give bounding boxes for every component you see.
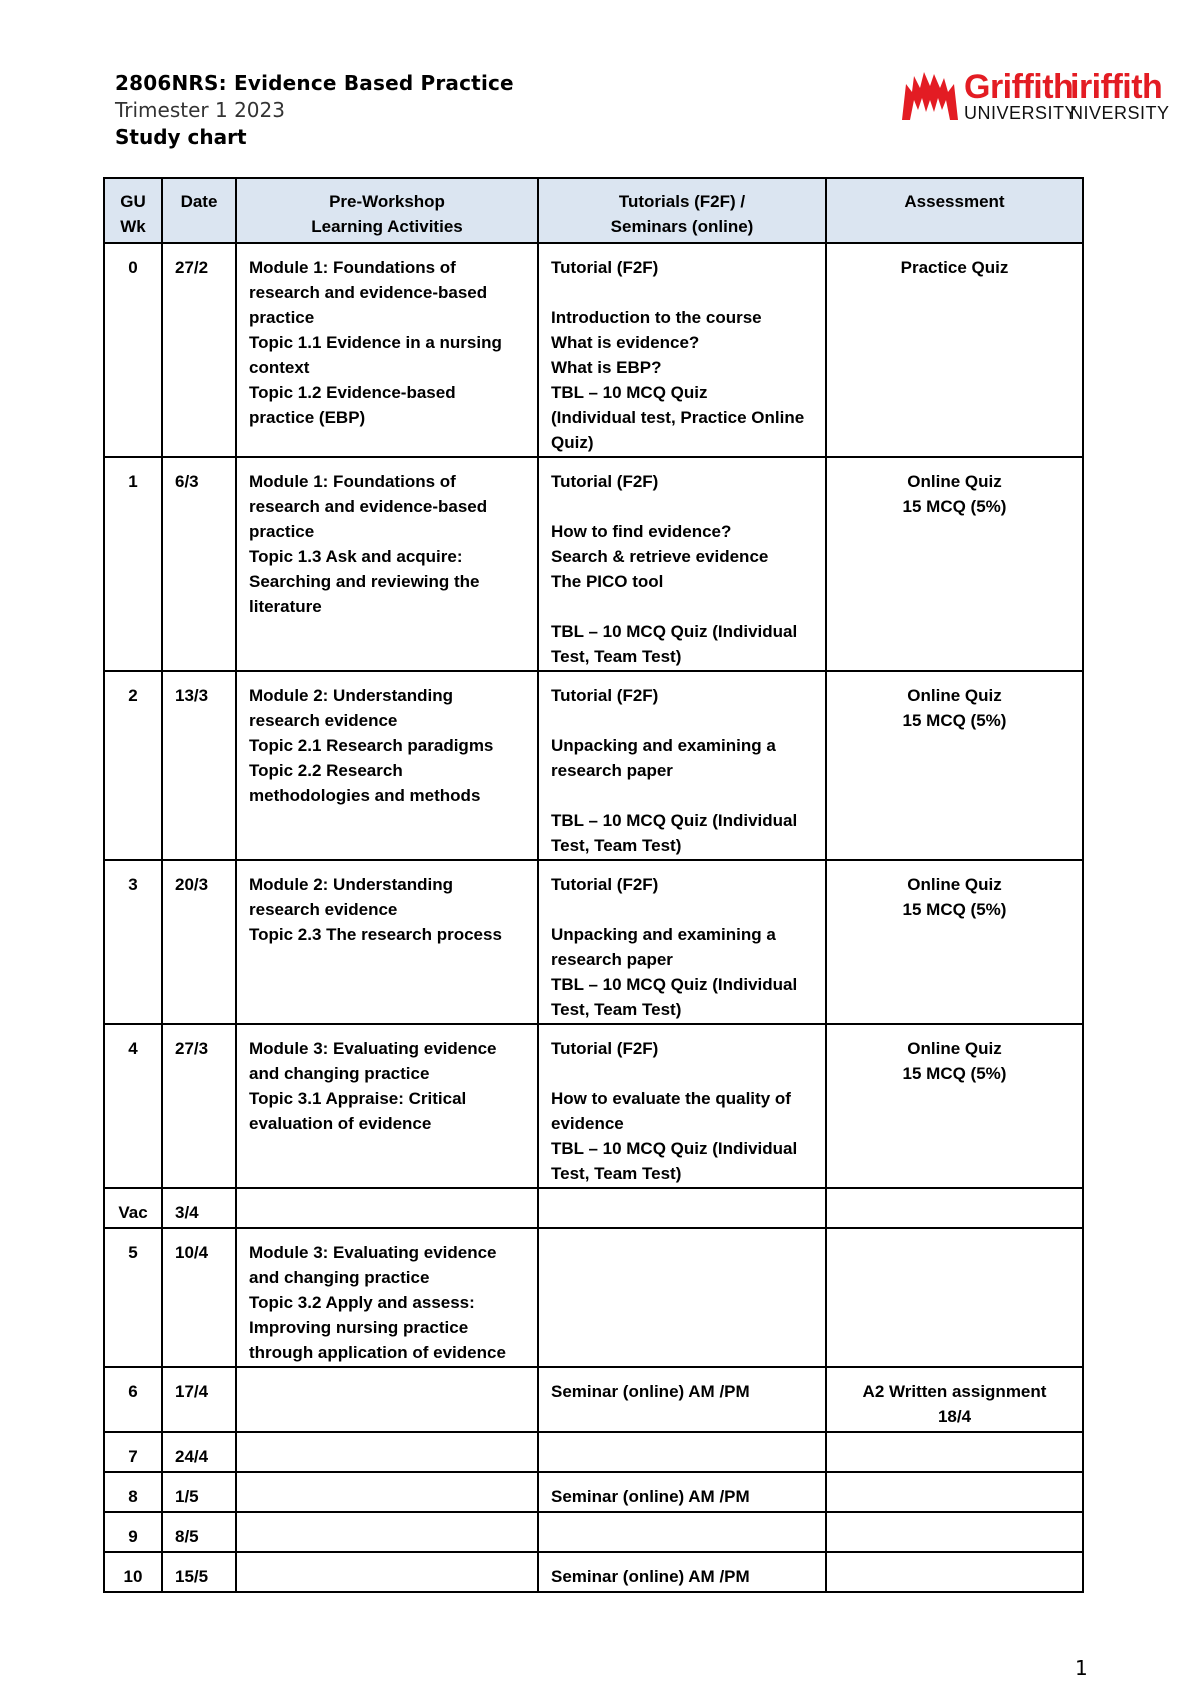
cell-week-text: 4 [128,1039,138,1058]
header-prework: Pre-Workshop Learning Activities [236,178,538,243]
logo-name-partial: iriffith [1070,68,1163,106]
table-row [104,1472,1083,1512]
cell-date [162,243,236,457]
cell-tutorial [538,1188,826,1228]
logo-subtitle-partial: NIVERSITY [1070,103,1170,123]
cell-prework [236,1367,538,1432]
header-tutorials: Tutorials (F2F) / Seminars (online) [538,178,826,243]
cell-prework [236,1188,538,1228]
cell-date [162,1552,236,1592]
cell-tutorial [538,1024,826,1188]
cell-assessment [826,1228,1083,1367]
cell-date-text: 27/2 [175,258,209,277]
table-row [104,1432,1083,1472]
cell-week [104,1188,162,1228]
logo-name: Griffith [964,68,1074,106]
cell-assessment [826,243,1083,457]
cell-date-text: 17/4 [175,1382,209,1401]
cell-assessment [826,1472,1083,1512]
cell-week-text: 10 [123,1567,143,1586]
cell-assessment [826,860,1083,1024]
cell-date-text: 15/5 [175,1567,209,1586]
cell-week [104,1432,162,1472]
cell-tutorial [538,1472,826,1512]
cell-date [162,860,236,1024]
table-row [104,671,1083,860]
cell-assessment-text: Online Quiz 15 MCQ (5%) [902,472,1007,516]
cell-assessment [826,1367,1083,1432]
cell-tutorial-text: Tutorial (F2F) Unpacking and examining a research paper TBL – 10 MCQ Quiz (Individual Test, Team Test) [551,875,798,1019]
cell-week [104,457,162,671]
cell-prework [236,1432,538,1472]
table-row [104,1188,1083,1228]
table-row [104,1552,1083,1592]
cell-tutorial-text: Tutorial (F2F) Introduction to the course What is evidence? What is EBP? TBL – 10 MCQ Quiz (Individual test, Practice Online Quiz) [551,258,805,452]
cell-prework [236,671,538,860]
cell-assessment [826,1552,1083,1592]
document-header [115,70,514,151]
cell-date-text: 13/3 [175,686,209,705]
cell-assessment-text: A2 Written assignment 18/4 [862,1382,1047,1426]
cell-date-text: 10/4 [175,1243,209,1262]
cell-tutorial-text: Seminar (online) AM /PM [551,1487,750,1506]
cell-date-text: 8/5 [175,1527,199,1546]
cell-date-text: 24/4 [175,1447,209,1466]
table-row [104,860,1083,1024]
header-week: GU Wk [104,178,162,243]
cell-date [162,1367,236,1432]
table-row [104,1228,1083,1367]
table-row [104,457,1083,671]
cell-week [104,1367,162,1432]
logo-subtitle: UNIVERSITY [964,103,1078,123]
cell-tutorial [538,1432,826,1472]
cell-assessment [826,671,1083,860]
cell-assessment-text: Online Quiz 15 MCQ (5%) [902,686,1007,730]
cell-tutorial-text: Seminar (online) AM /PM [551,1382,750,1401]
cell-date-text: 27/3 [175,1039,209,1058]
table-row [104,1024,1083,1188]
cell-tutorial-text: Tutorial (F2F) Unpacking and examining a research paper TBL – 10 MCQ Quiz (Individual Test, Team Test) [551,686,798,855]
cell-week [104,1228,162,1367]
griffith-logo [900,70,1077,122]
cell-prework [236,1512,538,1552]
cell-week-text: 0 [128,258,138,277]
cell-tutorial [538,1228,826,1367]
topic-list: Topic 2.1 Research paradigms Topic 2.2 Research methodologies and methods [249,736,494,805]
module-title: Module 1: Foundations of research and evidence-based practice [249,258,488,327]
cell-prework [236,243,538,457]
cell-prework [236,1472,538,1512]
cell-date [162,1024,236,1188]
table-row [104,243,1083,457]
module-title: Module 2: Understanding research evidence [249,686,453,730]
cell-week-text: 6 [128,1382,138,1401]
cell-date-text: 1/5 [175,1487,199,1506]
cell-week-text: Vac [118,1203,148,1222]
cell-week-text: 1 [128,472,138,491]
cell-week [104,671,162,860]
cell-assessment [826,1188,1083,1228]
table-row [104,1512,1083,1552]
cell-week [104,1552,162,1592]
cell-prework [236,1552,538,1592]
table-header-row [104,178,1083,243]
cell-week-text: 8 [128,1487,138,1506]
module-title: Module 3: Evaluating evidence and changing practice [249,1039,497,1083]
cell-week-text: 7 [128,1447,138,1466]
table-row [104,1367,1083,1432]
cell-tutorial [538,860,826,1024]
cell-week [104,860,162,1024]
course-title: 2806NRS: Evidence Based Practice [115,71,514,95]
cell-tutorial-text: Seminar (online) AM /PM [551,1567,750,1586]
cell-date [162,1228,236,1367]
cell-assessment-text: Practice Quiz [900,258,1009,277]
cell-week-text: 3 [128,875,138,894]
griffith-crest-icon [900,70,960,122]
cell-date-text: 6/3 [175,472,199,491]
topic-list: Topic 1.1 Evidence in a nursing context Topic 1.2 Evidence-based practice (EBP) [249,333,502,427]
cell-tutorial [538,1552,826,1592]
cell-prework [236,1228,538,1367]
griffith-logo-partial [1070,68,1200,123]
cell-week-text: 9 [128,1527,138,1546]
cell-date-text: 3/4 [175,1203,199,1222]
header-date: Date [162,178,236,243]
cell-prework [236,860,538,1024]
cell-date [162,671,236,860]
cell-assessment [826,457,1083,671]
topic-list: Topic 3.1 Appraise: Critical evaluation of evidence [249,1089,467,1133]
header-assessment: Assessment [826,178,1083,243]
cell-date [162,457,236,671]
cell-assessment-text: Online Quiz 15 MCQ (5%) [902,875,1007,919]
module-title: Module 1: Foundations of research and evidence-based practice [249,472,488,541]
study-chart-label: Study chart [115,125,247,149]
cell-date [162,1472,236,1512]
cell-week [104,1472,162,1512]
cell-tutorial [538,1512,826,1552]
module-title: Module 2: Understanding research evidence [249,875,453,919]
cell-tutorial-text: Tutorial (F2F) How to find evidence? Search & retrieve evidence The PICO tool TBL – 10 MCQ Quiz (Individual Test, Team Test) [551,472,798,666]
topic-list: Topic 3.2 Apply and assess: Improving nursing practice through application of evidence [249,1293,506,1362]
topic-list: Topic 1.3 Ask and acquire: Searching and reviewing the literature [249,547,480,616]
cell-prework [236,1024,538,1188]
trimester-label: Trimester 1 2023 [115,98,285,122]
topic-list: Topic 2.3 The research process [249,925,502,944]
cell-week-text: 2 [128,686,138,705]
cell-assessment-text: Online Quiz 15 MCQ (5%) [902,1039,1007,1083]
cell-date [162,1188,236,1228]
cell-tutorial [538,1367,826,1432]
cell-tutorial-text: Tutorial (F2F) How to evaluate the quality of evidence TBL – 10 MCQ Quiz (Individual Test, Team Test) [551,1039,798,1183]
cell-week [104,243,162,457]
cell-week-text: 5 [128,1243,138,1262]
cell-tutorial [538,457,826,671]
cell-tutorial [538,671,826,860]
cell-date [162,1432,236,1472]
cell-assessment [826,1024,1083,1188]
study-chart-table [103,177,1084,1593]
cell-prework [236,457,538,671]
cell-date [162,1512,236,1552]
module-title: Module 3: Evaluating evidence and changing practice [249,1243,497,1287]
page-number: 1 [1075,1656,1088,1680]
cell-date-text: 20/3 [175,875,209,894]
cell-week [104,1024,162,1188]
cell-tutorial [538,243,826,457]
cell-assessment [826,1432,1083,1472]
cell-assessment [826,1512,1083,1552]
cell-week [104,1512,162,1552]
